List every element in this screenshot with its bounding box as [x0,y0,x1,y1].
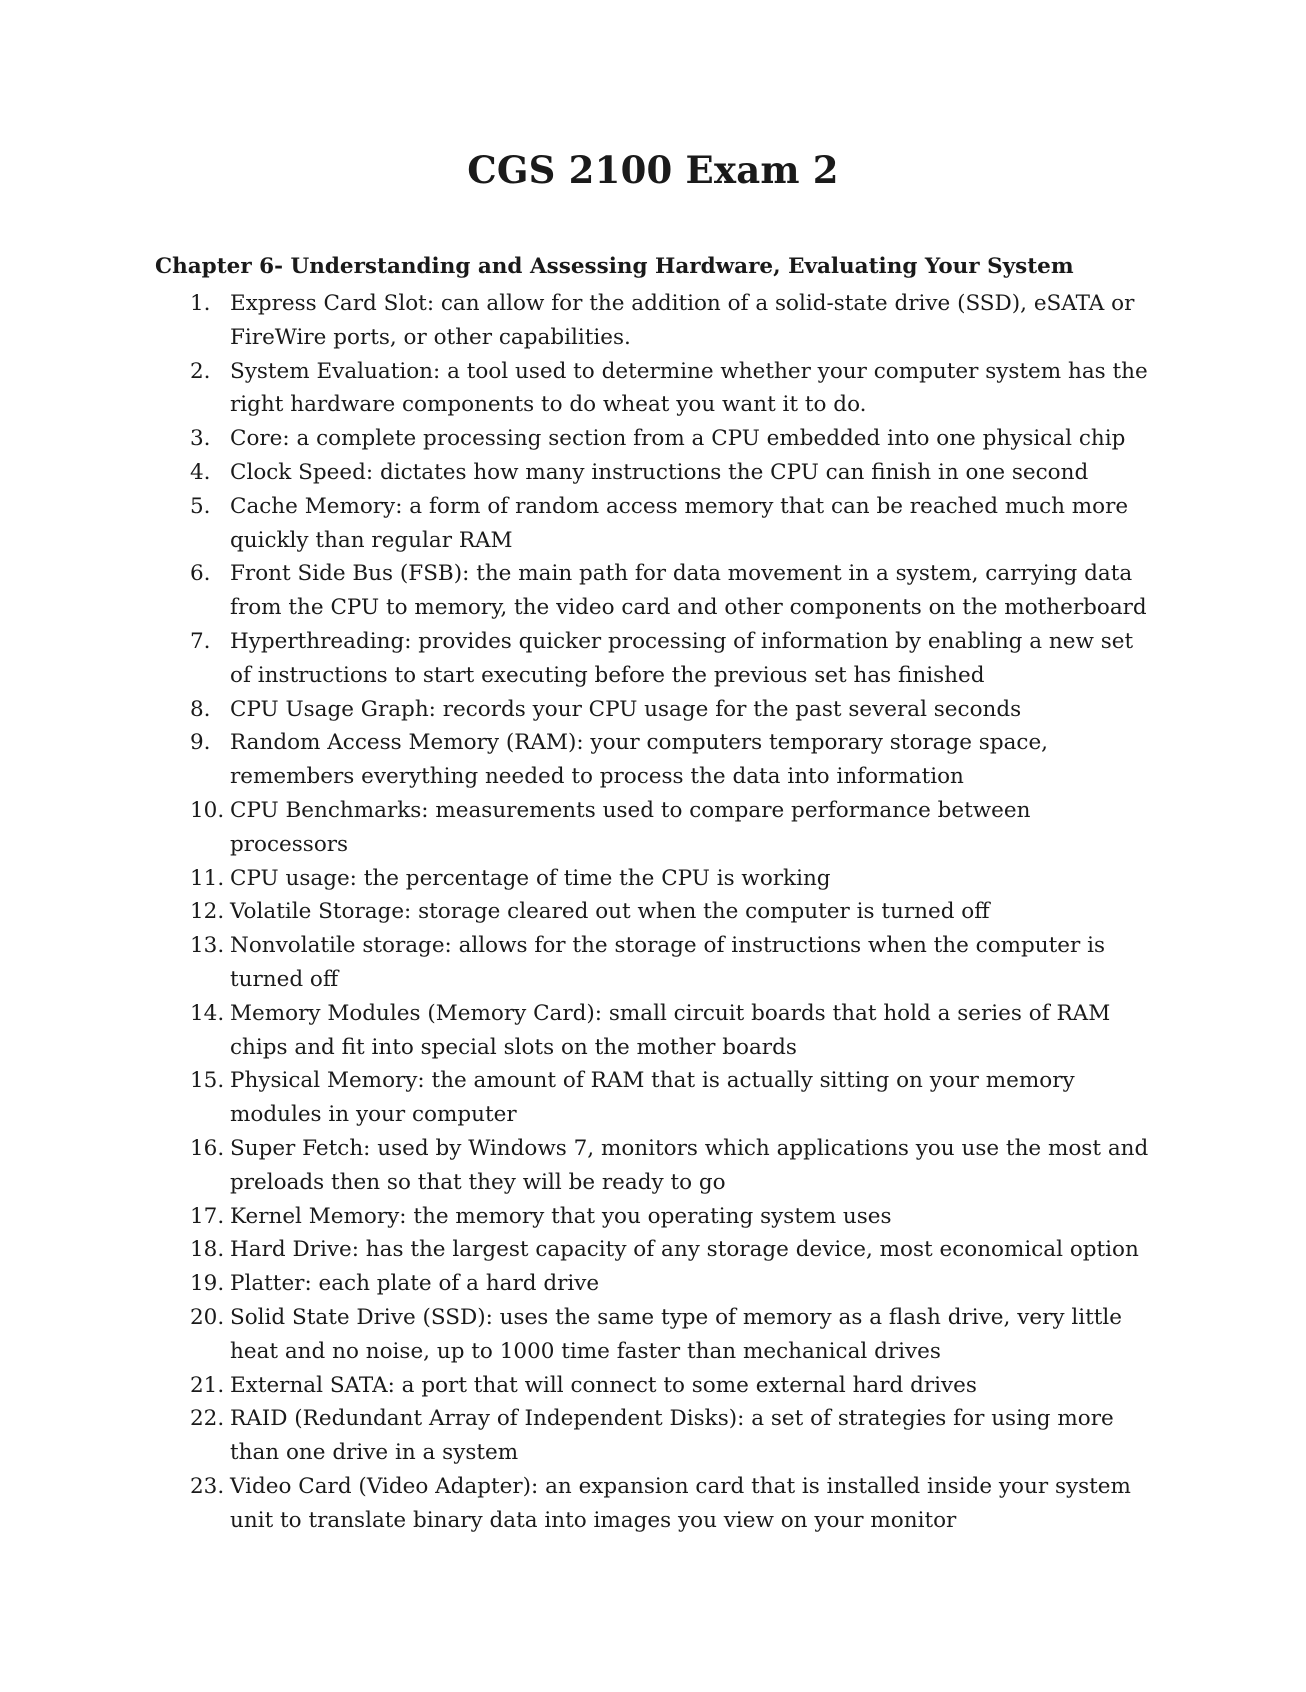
item-text: Clock Speed: dictates how many instructions the CPU can finish in one second [230,459,1089,485]
list-item [0,929,1150,997]
item-text: RAID (Redundant Array of Independent Disks): a set of strategies for using more than one drive in a system [230,1406,1114,1466]
list-item [0,1369,1150,1403]
item-number: 9. [190,730,211,756]
item-number: 5. [190,493,211,519]
item-number: 1. [190,291,211,316]
item-text: Solid State Drive (SSD): uses the same type of memory as a flash drive, very little heat and no noise, up to 1000 time faster than mechanical drives [230,1304,1122,1364]
item-number: 14. [190,1000,225,1026]
list-item [0,693,1150,727]
list-item [0,456,1150,490]
list-item [0,794,1150,862]
list-item [0,355,1150,423]
list-item [0,422,1150,456]
item-text: Volatile Storage: storage cleared out when the computer is turned off [230,899,990,925]
item-number: 7. [190,628,211,654]
list-item [0,557,1150,625]
item-text: External SATA: a port that will connect to some external hard drives [230,1372,977,1398]
item-number: 4. [190,459,211,485]
item-text: Hyperthreading: provides quicker processing of information by enabling a new set of instructions to start executing before the previous set has finished [230,628,1134,688]
list-item [0,1132,1150,1200]
item-number: 11. [190,865,225,891]
list-item [0,997,1150,1065]
item-number: 8. [190,696,211,722]
list-item [0,1470,1150,1538]
list-item [0,895,1150,929]
item-text: Video Card (Video Adapter): an expansion card that is installed inside your system unit to translate binary data into images you view on your monitor [230,1473,1131,1533]
chapter-heading: Chapter 6- Understanding and Assessing Hardware, Evaluating Your System [155,254,1074,279]
list-item [0,1267,1150,1301]
list-item [0,1064,1150,1132]
item-text: System Evaluation: a tool used to determine whether your computer system has the right hardware components to do wheat you want it to do. [230,358,1148,418]
item-text: Core: a complete processing section from a CPU embedded into one physical chip [230,426,1126,452]
list-item [0,726,1150,794]
item-number: 6. [190,561,211,587]
item-number: 12. [190,899,225,925]
item-text: Express Card Slot: can allow for the addition of a solid-state drive (SSD), eSATA or FireWire ports, or other capabilities. [230,291,1135,350]
item-text: Front Side Bus (FSB): the main path for data movement in a system, carrying data from the CPU to memory, the video card and other components on the motherboard [230,561,1147,621]
list-item [0,1233,1150,1267]
item-number: 13. [190,933,225,959]
item-number: 15. [190,1068,225,1094]
item-text: Memory Modules (Memory Card): small circuit boards that hold a series of RAM chips and fit into special slots on the mother boards [230,1000,1111,1060]
item-number: 10. [190,797,225,823]
list-item [0,287,1150,355]
list-item [0,625,1150,693]
item-number: 17. [190,1203,225,1229]
item-text: Random Access Memory (RAM): your computers temporary storage space, remembers everything needed to process the data into information [230,730,1049,790]
item-text: Kernel Memory: the memory that you operating system uses [230,1203,892,1229]
item-text: Cache Memory: a form of random access memory that can be reached much more quickly than regular RAM [230,493,1129,553]
item-text: Physical Memory: the amount of RAM that is actually sitting on your memory modules in your computer [230,1068,1075,1128]
term-list [0,287,1306,1537]
list-item [0,1402,1150,1470]
item-number: 21. [190,1372,225,1398]
item-number: 2. [190,358,211,384]
item-number: 19. [190,1271,225,1297]
list-item [0,1200,1150,1234]
list-item [0,1301,1150,1369]
item-number: 23. [190,1473,225,1499]
item-text: CPU Benchmarks: measurements used to compare performance between processors [230,797,1031,857]
item-number: 16. [190,1135,225,1161]
item-number: 18. [190,1237,225,1263]
item-text: CPU usage: the percentage of time the CPU is working [230,865,831,891]
item-number: 22. [190,1406,225,1432]
item-text: Platter: each plate of a hard drive [230,1271,600,1297]
item-text: CPU Usage Graph: records your CPU usage for the past several seconds [230,696,1022,722]
item-text: Nonvolatile storage: allows for the storage of instructions when the computer is turned off [230,933,1106,992]
item-text: Hard Drive: has the largest capacity of any storage device, most economical option [230,1237,1139,1263]
item-number: 3. [190,426,211,452]
item-text: Super Fetch: used by Windows 7, monitors which applications you use the most and preloads then so that they will be ready to go [230,1135,1149,1195]
list-item [0,862,1150,896]
page-title: CGS 2100 Exam 2 [467,148,839,192]
list-item [0,490,1150,558]
item-number: 20. [190,1304,225,1330]
